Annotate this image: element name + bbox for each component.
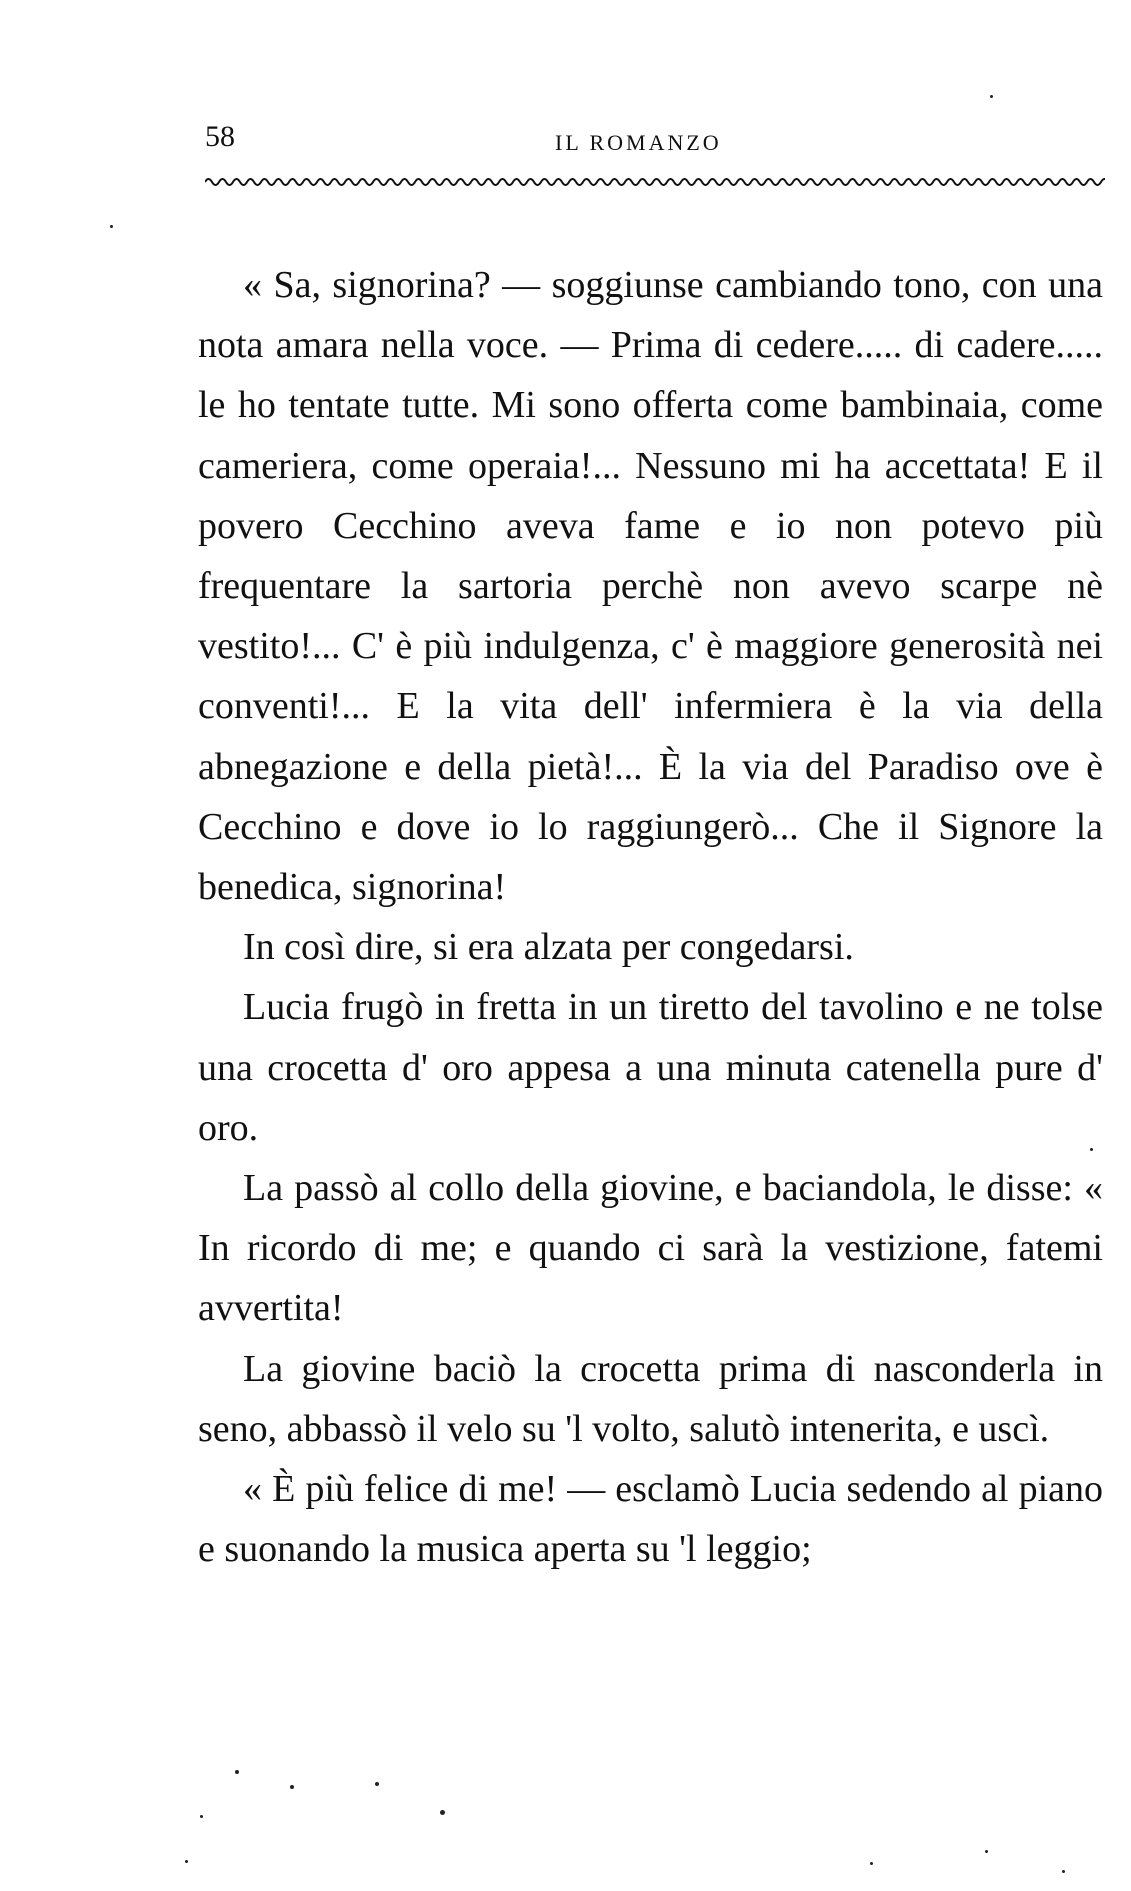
paragraph-3: Lucia frugò in fretta in un tiretto del tavolino e ne tolse una crocetta d' oro appesa a una minuta catenella pure d' oro.	[198, 986, 1103, 1149]
paragraph-2: In così dire, si era alzata per congedarsi.	[243, 926, 854, 969]
scan-speck	[990, 95, 993, 98]
paragraph-5: La giovine baciò la crocetta prima di nasconderla in seno, abbassò il velo su 'l volto, salutò intenerita, e uscì.	[198, 1347, 1103, 1450]
scan-speck	[440, 1810, 445, 1815]
paragraph-4: La passò al collo della giovine, e baciandola, le disse: « In ricordo di me; e quando ci sarà la vestizione, fatemi avvertita!	[198, 1167, 1103, 1330]
scan-speck	[985, 1850, 988, 1853]
scan-speck	[110, 225, 113, 228]
decorative-wavy-rule	[205, 172, 1105, 192]
scan-speck	[185, 1860, 188, 1863]
scan-speck	[235, 1770, 239, 1774]
page-number: 58	[205, 120, 235, 153]
scan-speck	[290, 1785, 294, 1789]
scan-speck	[200, 1815, 203, 1818]
paragraph-1: « Sa, signorina? — soggiunse cambiando tono, con una nota amara nella voce. — Prima di cedere..... di cadere..... le ho tentate tutte. Mi sono offerta come bambinaia, come cameriera, come operaia!... Nessuno mi ha accettata! E il povero Cecchino aveva fame e io non potevo più frequentare la sartoria perchè non avevo scarpe nè vestito!... C' è più indulgenza, c' è maggiore generosità nei conventi!... E la vita dell' infermiera è la via della abnegazione e della pietà!... È la via del Paradiso ove è Cecchino e dove io lo raggiungerò... Che il Signore la benedica, signorina!	[198, 264, 1103, 909]
scan-speck	[1090, 1148, 1093, 1151]
paragraph-6: « È più felice di me! — esclamò Lucia sedendo al piano e suonando la musica aperta su 'l leggio;	[198, 1468, 1103, 1571]
running-head: IL ROMANZO	[555, 130, 722, 155]
body-text	[198, 255, 1103, 1579]
scan-speck	[1062, 1870, 1065, 1873]
scan-speck	[375, 1782, 379, 1786]
page-header	[205, 120, 1105, 160]
scan-speck	[870, 1862, 873, 1865]
